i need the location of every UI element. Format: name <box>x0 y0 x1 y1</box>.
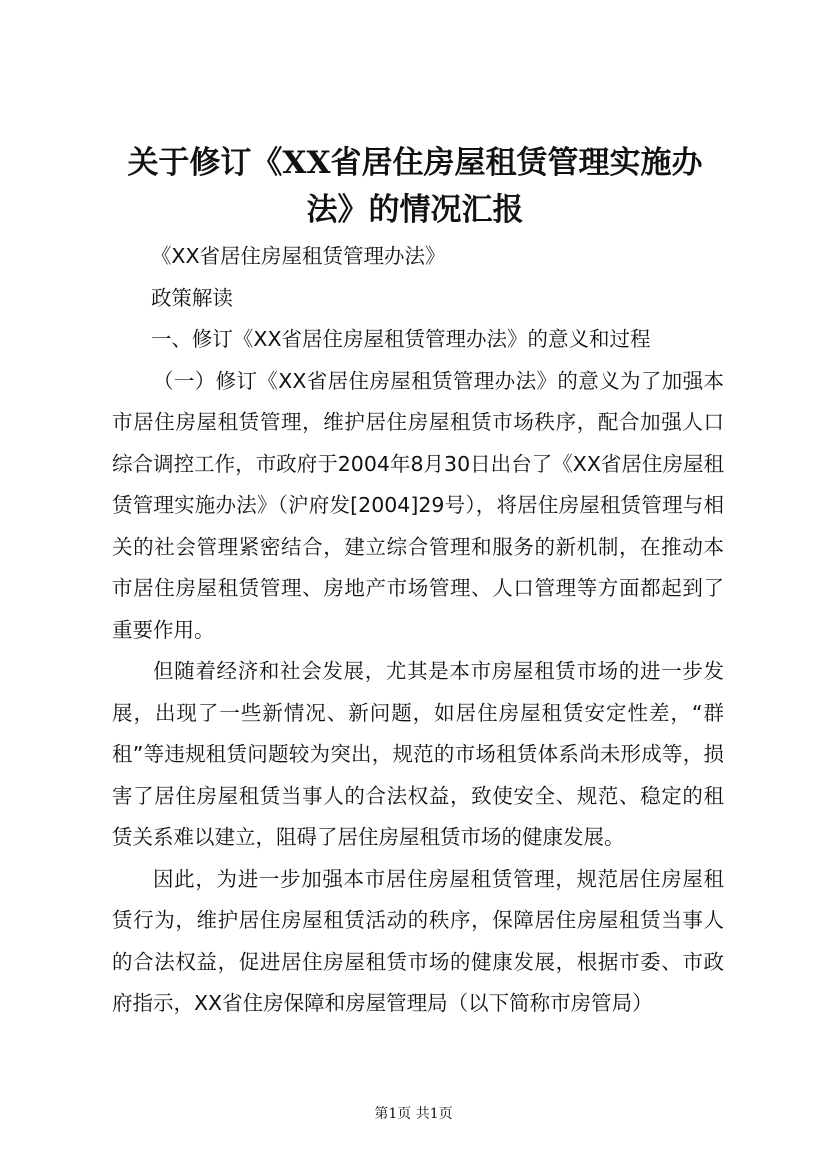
paragraph-policy-interpretation: 政策解读 <box>150 285 233 310</box>
paragraph-significance: （一）修订《XX省居住房屋租赁管理办法》的意义为了加强本市居住房屋租赁管理，维护居住房屋租赁市场秩序，配合加强人口综合调控工作，市政府于2004年8月30日出台了《XX省居住房屋租赁管理实施办法》（沪府发[2004]29号），将居住房屋租赁管理与相关的社会管理紧密结合，建立综合管理和服务的新机制，在推动本市居住房屋租赁管理、房地产市场管理、人口管理等方面都起到了重要作用。 <box>112 368 724 642</box>
paragraph-therefore: 因此，为进一步加强本市居住房屋租赁管理，规范居住房屋租赁行为，维护居住房屋租赁活动的秩序，保障居住房屋租赁当事人的合法权益，促进居住房屋租赁市场的健康发展，根据市委、市政府指示，XX省住房保障和房屋管理局（以下简称市房管局） <box>112 866 724 1015</box>
paragraph-regulation-name: 《XX省居住房屋租赁管理办法》 <box>150 244 446 268</box>
section-heading-1: 一、修订《XX省居住房屋租赁管理办法》的意义和过程 <box>150 327 651 351</box>
paragraph-new-problems: 但随着经济和社会发展，尤其是本市房屋租赁市场的进一步发展，出现了一些新情况、新问题，如居住房屋租赁安定性差，“群租”等违规租赁问题较为突出，规范的市场租赁体系尚未形成等，损害了居住房屋租赁当事人的合法权益，致使安全、规范、稳定的租赁关系难以建立，阻碍了居住房屋租赁市场的健康发展。 <box>112 659 724 849</box>
page-footer: 第1页 共1页 <box>374 1106 453 1122</box>
document-title: 关于修订《XX省居住房屋租赁管理实施办法》的情况汇报 <box>127 145 703 228</box>
document-body <box>112 236 724 1025</box>
